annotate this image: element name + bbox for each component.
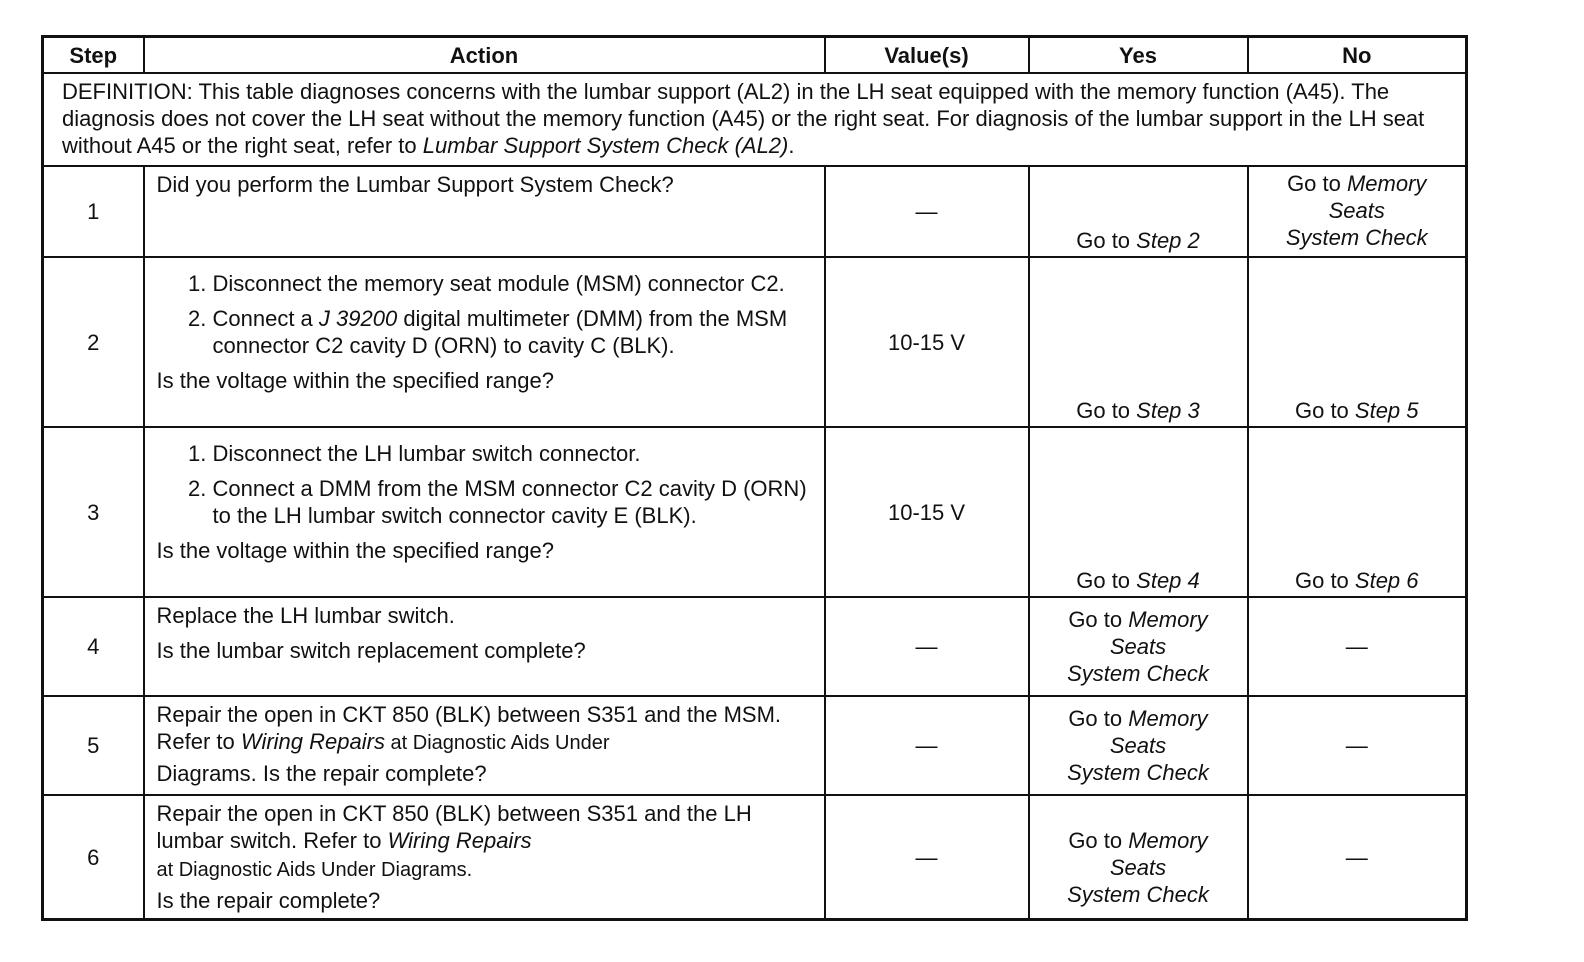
procedure-list — [157, 440, 816, 529]
question-text: Diagrams. Is the repair complete? — [156, 761, 487, 786]
yes-prefix: Go to — [1068, 607, 1129, 632]
no-cell — [1248, 166, 1467, 257]
yes-reference: Memory — [1128, 607, 1208, 632]
table-row — [43, 166, 1467, 257]
action-cell — [144, 597, 825, 696]
action-text-part: Repair the open in CKT 850 (BLK) between S351 and the LH lumbar switch. Refer to — [156, 801, 752, 853]
no-prefix: Go to — [1287, 171, 1347, 196]
yes-link[interactable] — [1030, 606, 1247, 687]
question-text: Is the voltage within the specified range? — [156, 538, 554, 563]
action-cell — [144, 696, 825, 795]
yes-cell — [1029, 696, 1248, 795]
list-item: 2. Connect a DMM from the MSM connector C2 cavity D (ORN) to the LH lumbar switch connector cavity E (BLK). — [213, 475, 816, 529]
value-cell: — — [825, 795, 1029, 920]
header-yes: Yes — [1029, 37, 1248, 74]
question-text: Is the voltage within the specified range? — [156, 368, 554, 393]
no-reference: System Check — [1285, 225, 1428, 250]
yes-reference: System Check — [1067, 760, 1209, 785]
step-number: 4 — [43, 597, 144, 696]
yes-reference: Step 2 — [1136, 228, 1200, 253]
list-item: 1. Disconnect the memory seat module (MSM) connector C2. — [213, 270, 816, 297]
step-number: 1 — [43, 166, 144, 257]
action-cell — [144, 166, 825, 257]
yes-link[interactable] — [1030, 397, 1247, 424]
step-number: 3 — [43, 427, 144, 597]
step-number: 6 — [43, 795, 144, 920]
procedure-list — [157, 270, 816, 359]
yes-cell — [1029, 166, 1248, 257]
yes-prefix: Go to — [1076, 228, 1137, 253]
header-row — [43, 37, 1467, 74]
yes-prefix: Go to — [1076, 568, 1137, 593]
no-prefix: Go to — [1294, 568, 1355, 593]
yes-reference: Memory — [1128, 827, 1208, 853]
table-row — [43, 597, 1467, 696]
definition-text: DEFINITION: This table diagnoses concerns with the lumbar support (AL2) in the LH seat equipped with the memory function (A45). The diagnosis does not cover the LH seat without the memory function (A45) or the right seat. For diagnosis of the lumbar support in the LH seat without A45 or the right seat, refer to — [62, 79, 1425, 158]
action-cell — [144, 427, 825, 597]
yes-reference: System Check — [1067, 881, 1209, 907]
yes-cell — [1029, 257, 1248, 427]
table-row — [43, 696, 1467, 795]
yes-reference: Seats — [1109, 733, 1167, 758]
no-link[interactable] — [1249, 167, 1466, 251]
table-row — [43, 795, 1467, 920]
header-no: No — [1248, 37, 1467, 74]
action-text-part: Repair the open in CKT 850 (BLK) between S351 and the MSM. Refer to — [156, 702, 782, 754]
action-text: Did you perform the Lumbar Support System Check? — [156, 172, 674, 197]
no-prefix: Go to — [1294, 398, 1355, 423]
definition-cell — [43, 73, 1467, 166]
value-cell: — — [825, 696, 1029, 795]
definition-row — [43, 73, 1467, 166]
action-text: Replace the LH lumbar switch. — [156, 603, 455, 628]
wiring-repairs-reference: Wiring Repairs — [240, 729, 385, 754]
no-reference: Memory — [1346, 171, 1427, 196]
yes-cell — [1029, 427, 1248, 597]
action-text-part: at Diagnostic Aids Under Diagrams. — [156, 859, 473, 881]
yes-prefix: Go to — [1068, 706, 1129, 731]
yes-link[interactable] — [1030, 567, 1247, 594]
yes-prefix: Go to — [1068, 827, 1129, 853]
no-cell: — — [1248, 795, 1467, 920]
no-link[interactable] — [1249, 397, 1466, 424]
yes-reference: Seats — [1109, 634, 1167, 659]
definition-end: . — [788, 133, 795, 158]
no-cell: — — [1248, 696, 1467, 795]
no-cell — [1248, 427, 1467, 597]
yes-link[interactable] — [1030, 807, 1247, 908]
header-action: Action — [144, 37, 825, 74]
action-cell — [144, 257, 825, 427]
no-reference: Step 6 — [1354, 568, 1419, 593]
table-row — [43, 427, 1467, 597]
list-item — [213, 305, 816, 359]
no-reference: Step 5 — [1354, 398, 1419, 423]
item-text: digital multimeter (DMM) from the MSM connector C2 cavity D (ORN) to cavity C (BLK). — [212, 306, 788, 358]
yes-link[interactable] — [1030, 227, 1247, 254]
no-link[interactable] — [1249, 567, 1466, 594]
definition-reference: Lumbar Support System Check (AL2) — [422, 133, 789, 158]
step-number: 5 — [43, 696, 144, 795]
question-text: Is the repair complete? — [156, 888, 381, 913]
action-text — [157, 800, 816, 854]
value-cell: 10-15 V — [825, 257, 1029, 427]
header-step: Step — [43, 37, 144, 74]
yes-reference: Step 4 — [1136, 568, 1200, 593]
yes-reference: Seats — [1109, 854, 1167, 880]
item-text: Connect a — [212, 306, 319, 331]
yes-reference: System Check — [1067, 661, 1209, 686]
question-text: Is the lumbar switch replacement complete? — [156, 638, 586, 663]
value-cell: — — [825, 166, 1029, 257]
list-item: 1. Disconnect the LH lumbar switch connector. — [213, 440, 816, 467]
action-text-part: at Diagnostic Aids Under — [384, 732, 610, 754]
wiring-repairs-reference: Wiring Repairs — [387, 828, 532, 853]
step-number: 2 — [43, 257, 144, 427]
table-row — [43, 257, 1467, 427]
yes-link[interactable] — [1030, 705, 1247, 786]
header-values: Value(s) — [825, 37, 1029, 74]
value-cell: — — [825, 597, 1029, 696]
yes-cell — [1029, 597, 1248, 696]
yes-reference: Memory — [1128, 706, 1208, 731]
diagnostic-table — [41, 35, 1468, 921]
value-cell: 10-15 V — [825, 427, 1029, 597]
tool-reference: J 39200 — [318, 306, 398, 331]
yes-prefix: Go to — [1076, 398, 1137, 423]
no-cell: — — [1248, 597, 1467, 696]
action-cell — [144, 795, 825, 920]
no-reference: Seats — [1328, 198, 1385, 223]
action-text — [157, 701, 816, 757]
yes-reference: Step 3 — [1136, 398, 1200, 423]
yes-cell — [1029, 795, 1248, 920]
no-cell — [1248, 257, 1467, 427]
